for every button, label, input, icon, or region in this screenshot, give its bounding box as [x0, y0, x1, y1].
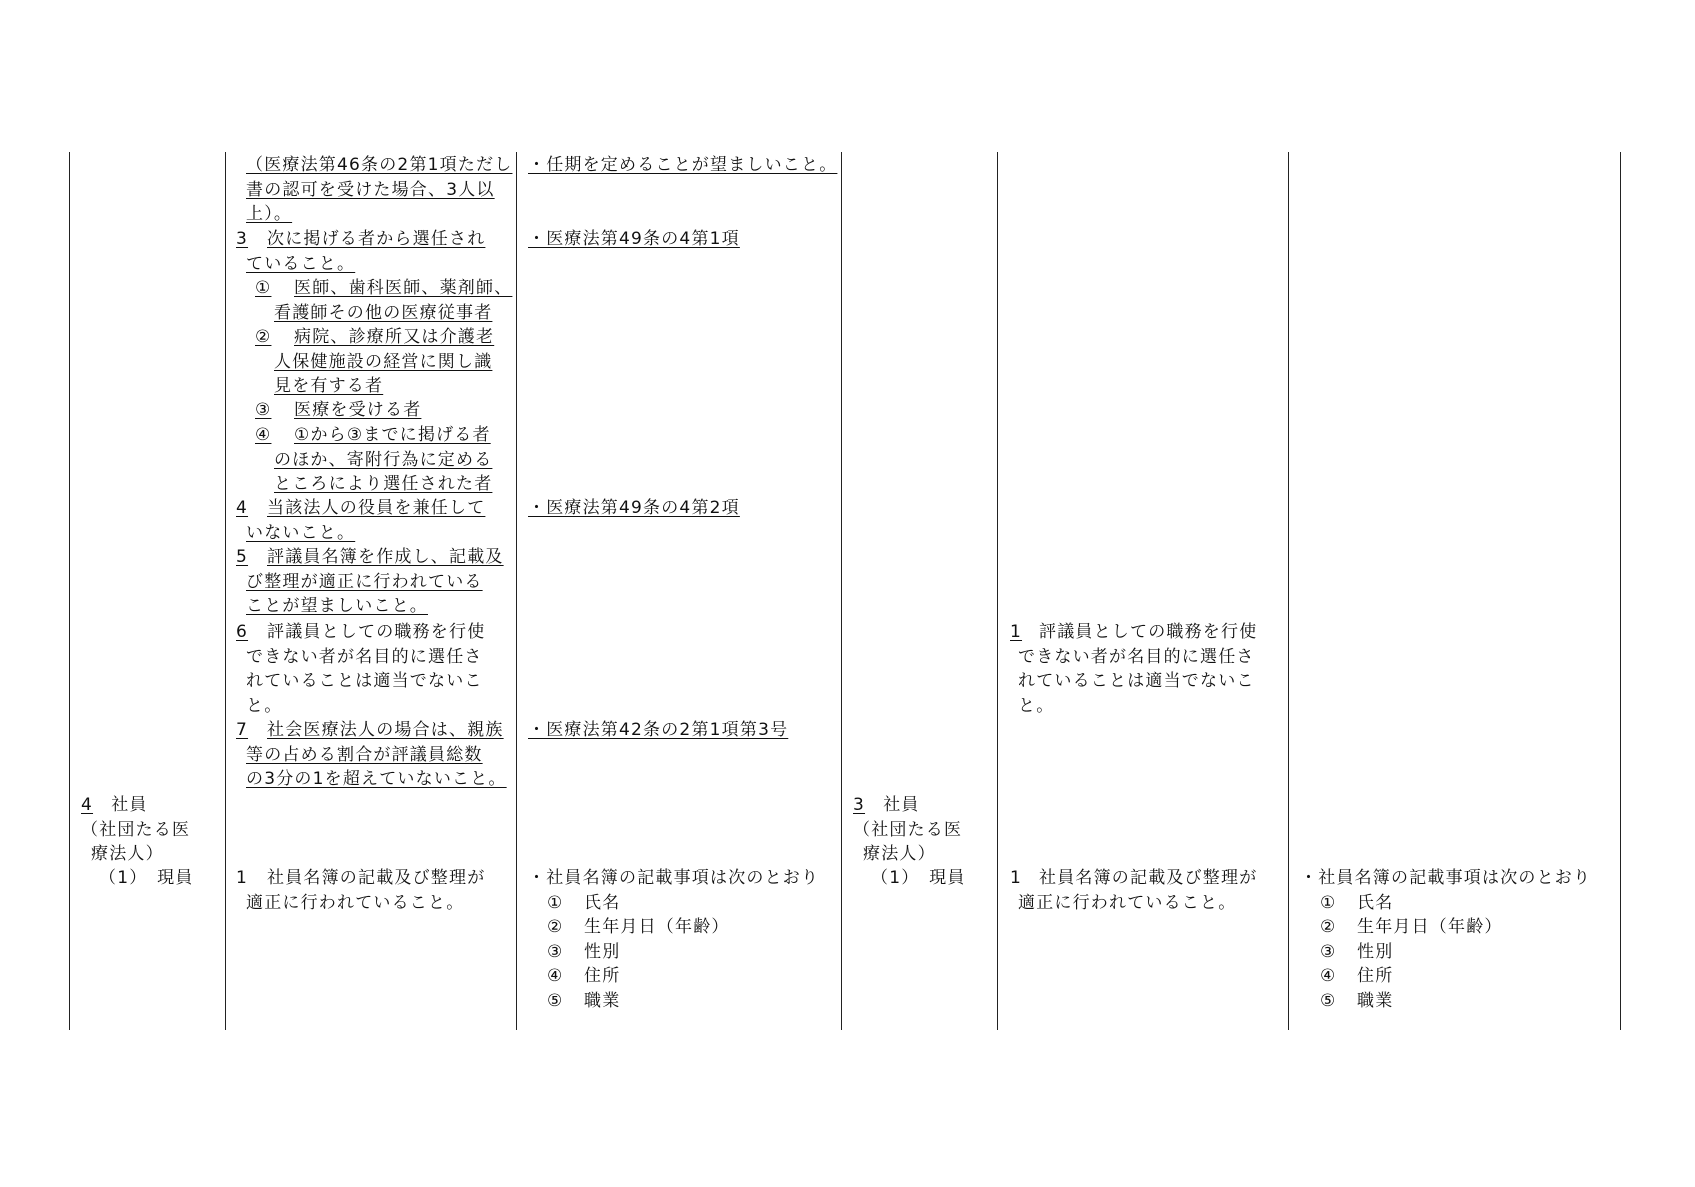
- c2-item3-sub2: [274, 325, 494, 399]
- c4-item3-title: 社員: [883, 795, 920, 815]
- c6-member-list-item: 性別: [1357, 942, 1394, 962]
- column-divider-2: [516, 152, 517, 1030]
- c2-member1-line: 社員名簿の記載及び整理が: [267, 868, 486, 888]
- c2-proviso-line: 上）。: [246, 204, 293, 224]
- c2-item3-sub1-mark: ①: [255, 278, 272, 298]
- column-divider-1: [225, 152, 226, 1030]
- c3-member-list-mark: ①: [547, 893, 564, 913]
- c2-item3-sub2-line: 病院、診療所又は介護老: [294, 327, 495, 347]
- c2-item7-num: 7: [236, 720, 249, 740]
- c3-member-list-item: 職業: [584, 991, 621, 1011]
- c2-item3-sub1: [274, 276, 512, 325]
- c1-item4-sub3: （1） 現員: [99, 868, 194, 888]
- c5-member1-text: [1018, 866, 1257, 915]
- c2-item3-sub4-line: ①から③までに掲げる者: [294, 425, 491, 445]
- c2-item4-line: いないこと。: [246, 522, 356, 543]
- c2-member1-text: [246, 866, 485, 915]
- c1-item4-sub1: （社団たる医: [81, 820, 191, 840]
- c2-item5-text: [246, 545, 504, 619]
- table-border-left: [69, 152, 70, 1030]
- c2-item3-sub4: [274, 423, 492, 497]
- c6-member-list-mark: ④: [1320, 966, 1337, 986]
- c2-item5-line: 評議員名簿を作成し、記載及: [267, 547, 504, 567]
- c3-note-term: ・任期を定めることが望ましいこと。: [528, 155, 838, 175]
- c4-item3-heading: [853, 793, 920, 818]
- c2-item4-num: 4: [236, 498, 249, 518]
- c2-member1-num: 1: [236, 868, 249, 888]
- c5-item1-line: と。: [1018, 695, 1055, 716]
- c2-item7-line: 等の占める割合が評議員総数: [246, 744, 483, 765]
- c2-item7-text: [246, 718, 507, 792]
- c2-item4-text: [246, 496, 485, 545]
- c1-item4-title: 社員: [111, 795, 148, 815]
- c2-item7-line: の3分の1を超えていないこと。: [246, 769, 507, 789]
- c6-member-list-mark: ③: [1320, 942, 1337, 962]
- c5-item1-num: 1: [1010, 622, 1023, 642]
- c6-member-list-item: 生年月日（年齢）: [1357, 917, 1503, 937]
- c6-member-list-head: ・社員名簿の記載事項は次のとおり: [1300, 868, 1592, 888]
- c3-member-list-item: 生年月日（年齢）: [584, 917, 730, 937]
- c2-item3-sub4-mark: ④: [255, 425, 272, 445]
- c1-item4-num: 4: [81, 795, 94, 815]
- c1-item4-sub2: 療法人）: [91, 844, 164, 864]
- c2-proviso-line: 書の認可を受けた場合、3人以: [246, 179, 495, 200]
- column-divider-4: [997, 152, 998, 1030]
- c2-item3-line: 次に掲げる者から選任され: [267, 229, 486, 249]
- c2-item6-line: れていることは適当でないこ: [246, 671, 483, 691]
- c3-member-list-head: ・社員名簿の記載事項は次のとおり: [528, 868, 820, 888]
- c2-item3-sub4-line: ところにより選任された者: [274, 474, 493, 494]
- c2-member1-line: 適正に行われていること。: [246, 892, 465, 913]
- c2-item3-sub2-line: 人保健施設の経営に関し識: [274, 351, 493, 372]
- c2-item3-sub2-mark: ②: [255, 327, 272, 347]
- c2-item3-sub3-mark: ③: [255, 400, 272, 420]
- c5-member1-line: 社員名簿の記載及び整理が: [1039, 868, 1258, 888]
- c2-item3-sub2-line: 見を有する者: [274, 376, 384, 396]
- c3-member-list-mark: ④: [547, 966, 564, 986]
- c6-member-list-mark: ①: [1320, 893, 1337, 913]
- c4-item3-sub3: （1） 現員: [871, 868, 966, 888]
- c3-note-49-4-1: ・医療法第49条の4第1項: [528, 229, 740, 249]
- column-divider-3: [841, 152, 842, 1030]
- c3-note-49-4-2: ・医療法第49条の4第2項: [528, 498, 740, 518]
- c2-item6-line: 評議員としての職務を行使: [267, 622, 486, 642]
- c3-member-list-item: 住所: [584, 966, 621, 986]
- c2-item3-line: ていること。: [246, 253, 356, 274]
- c6-member-list-mark: ⑤: [1320, 991, 1337, 1011]
- c3-member-list-item: 氏名: [584, 893, 621, 913]
- c2-item3-sub3-line: 医療を受ける者: [294, 400, 422, 420]
- c2-item5-line: び整理が適正に行われている: [246, 571, 483, 592]
- c5-item1-line: れていることは適当でないこ: [1018, 671, 1255, 691]
- c5-member1-num: 1: [1010, 868, 1023, 888]
- c5-item1-text: [1018, 620, 1257, 718]
- c2-item4-line: 当該法人の役員を兼任して: [267, 498, 486, 518]
- c2-proviso: [246, 153, 512, 227]
- c6-member-list-mark: ②: [1320, 917, 1337, 937]
- c4-item3-sub1: （社団たる医: [853, 820, 963, 840]
- c2-item6-line: できない者が名目的に選任さ: [246, 646, 483, 667]
- c5-member1-line: 適正に行われていること。: [1018, 892, 1237, 913]
- c2-item6-num: 6: [236, 622, 249, 642]
- c1-item4-heading: [81, 793, 148, 818]
- c2-item5-num: 5: [236, 547, 249, 567]
- c3-note-42-2: ・医療法第42条の2第1項第3号: [528, 720, 789, 740]
- c3-member-list-mark: ③: [547, 942, 564, 962]
- c2-proviso-line: （医療法第46条の2第1項ただし: [246, 155, 513, 175]
- c2-item7-line: 社会医療法人の場合は、親族: [267, 720, 504, 740]
- c3-member-list-item: 性別: [584, 942, 621, 962]
- c6-member-list-item: 住所: [1357, 966, 1394, 986]
- c2-item3-sub1-line: 医師、歯科医師、薬剤師、: [294, 278, 513, 298]
- c5-item1-line: 評議員としての職務を行使: [1039, 622, 1258, 642]
- c2-item3-text: [246, 227, 485, 276]
- c2-item5-line: ことが望ましいこと。: [246, 596, 428, 616]
- c6-member-list-item: 職業: [1357, 991, 1394, 1011]
- c4-item3-sub2: 療法人）: [863, 844, 936, 864]
- c5-item1-line: できない者が名目的に選任さ: [1018, 646, 1255, 667]
- column-divider-5: [1288, 152, 1289, 1030]
- c3-member-list-mark: ⑤: [547, 991, 564, 1011]
- c4-item3-num: 3: [853, 795, 866, 815]
- c3-member-list-mark: ②: [547, 917, 564, 937]
- c2-item6-text: [246, 620, 485, 718]
- c2-item3-num: 3: [236, 229, 249, 249]
- table-border-right: [1620, 152, 1621, 1030]
- c2-item6-line: と。: [246, 695, 283, 716]
- c2-item3-sub4-line: のほか、寄附行為に定める: [274, 449, 493, 470]
- c2-item3-sub1-line: 看護師その他の医療従事者: [274, 302, 493, 323]
- c6-member-list-item: 氏名: [1357, 893, 1394, 913]
